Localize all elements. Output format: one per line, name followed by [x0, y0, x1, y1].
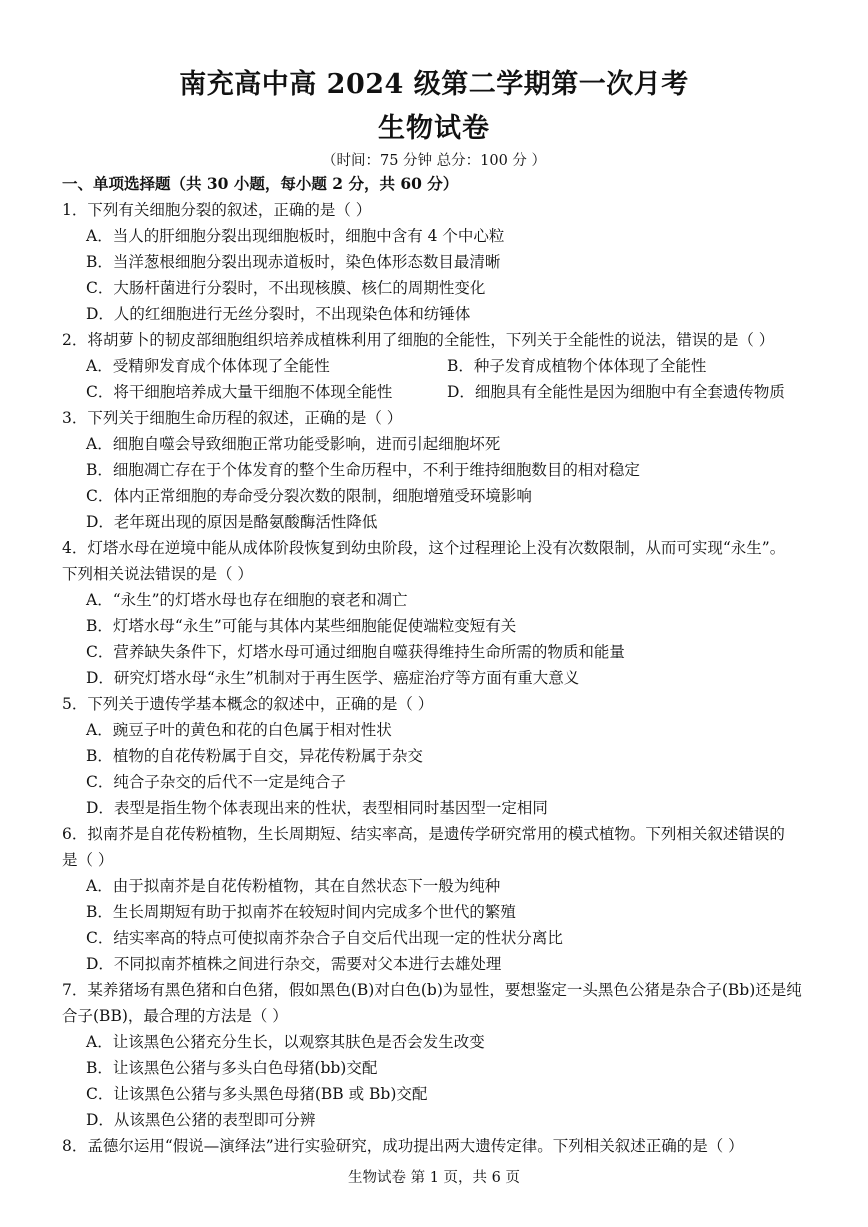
option: A．“永生”的灯塔水母也存在细胞的衰老和凋亡 [86, 591, 408, 609]
question-1: 1．下列有关细胞分裂的叙述，正确的是（ ） [62, 201, 372, 219]
option: B．灯塔水母“永生”可能与其体内某些细胞能促使端粒变短有关 [86, 617, 517, 635]
question-6: 6．拟南芥是自花传粉植物，生长周期短、结实率高，是遗传学研究常用的模式植物。下列相关叙述错误的 [62, 825, 785, 843]
exam-title: 南充高中高 2024 级第二学期第一次月考 [179, 69, 689, 100]
question-5: 5．下列关于遗传学基本概念的叙述中，正确的是（ ） [62, 695, 434, 713]
option: A．细胞自噬会导致细胞正常功能受影响，进而引起细胞坏死 [86, 435, 501, 453]
option: B．细胞凋亡存在于个体发育的整个生命历程中，不利于维持细胞数目的相对稳定 [86, 461, 640, 479]
question-4-cont: 下列相关说法错误的是（ ） [62, 565, 253, 583]
option: C．将干细胞培养成大量干细胞不体现全能性 [86, 383, 393, 401]
option: C．结实率高的特点可使拟南芥杂合子自交后代出现一定的性状分离比 [86, 929, 563, 947]
exam-time-score: （时间：75 分钟 总分：100 分 ） [321, 153, 547, 169]
option: D．细胞具有全能性是因为细胞中有全套遗传物质 [447, 383, 785, 401]
page-footer: 生物试卷 第 1 页，共 6 页 [348, 1170, 520, 1186]
option: B．植物的自花传粉属于自交，异花传粉属于杂交 [86, 747, 423, 765]
option: A．由于拟南芥是自花传粉植物，其在自然状态下一般为纯种 [86, 877, 501, 895]
option: A．豌豆子叶的黄色和花的白色属于相对性状 [86, 721, 392, 739]
option: D．研究灯塔水母“永生”机制对于再生医学、癌症治疗等方面有重大意义 [86, 669, 580, 687]
option: D．从该黑色公猪的表型即可分辨 [86, 1111, 316, 1129]
question-8: 8．孟德尔运用“假说—演绎法”进行实验研究，成功提出两大遗传定律。下列相关叙述正确的是（ ） [62, 1137, 744, 1155]
option: C．纯合子杂交的后代不一定是纯合子 [86, 773, 346, 791]
question-3: 3．下列关于细胞生命历程的叙述，正确的是（ ） [62, 409, 403, 427]
option: C．让该黑色公猪与多头黑色母猪(BB 或 Bb)交配 [86, 1085, 428, 1103]
option: B．当洋葱根细胞分裂出现赤道板时，染色体形态数目最清晰 [86, 253, 501, 271]
option: C．体内正常细胞的寿命受分裂次数的限制，细胞增殖受环境影响 [86, 487, 532, 505]
option: D．老年斑出现的原因是酪氨酸酶活性降低 [86, 513, 378, 531]
question-6-cont: 是（ ） [62, 851, 114, 869]
option: D．不同拟南芥植株之间进行杂交，需要对父本进行去雄处理 [86, 955, 502, 973]
section-heading: 一、单项选择题（共 30 小题，每小题 2 分，共 60 分） [62, 174, 459, 193]
question-4: 4．灯塔水母在逆境中能从成体阶段恢复到幼虫阶段，这个过程理论上没有次数限制，从而可实现“永生”。 [62, 539, 786, 557]
option: A．受精卵发育成个体体现了全能性 [86, 357, 330, 375]
option: A．当人的肝细胞分裂出现细胞板时，细胞中含有 4 个中心粒 [86, 227, 505, 245]
option: A．让该黑色公猪充分生长，以观察其肤色是否会发生改变 [86, 1033, 485, 1051]
option: C．营养缺失条件下，灯塔水母可通过细胞自噬获得维持生命所需的物质和能量 [86, 643, 625, 661]
question-2: 2．将胡萝卜的韧皮部细胞组织培养成植株利用了细胞的全能性，下列关于全能性的说法，错误的是（ ） [62, 331, 775, 349]
exam-subtitle: 生物试卷 [378, 113, 490, 144]
option: D．人的红细胞进行无丝分裂时，不出现染色体和纺锤体 [86, 305, 471, 323]
question-7-cont: 合子(BB)，最合理的方法是（ ） [62, 1007, 288, 1025]
option: C．大肠杆菌进行分裂时，不出现核膜、核仁的周期性变化 [86, 279, 486, 297]
option: B．生长周期短有助于拟南芥在较短时间内完成多个世代的繁殖 [86, 903, 516, 921]
option: B．种子发育成植物个体体现了全能性 [447, 357, 707, 375]
option: D．表型是指生物个体表现出来的性状，表型相同时基因型一定相同 [86, 799, 548, 817]
option: B．让该黑色公猪与多头白色母猪(bb)交配 [86, 1059, 378, 1077]
question-7: 7．某养猪场有黑色猪和白色猪，假如黑色(B)对白色(b)为显性，要想鉴定一头黑色公猪是杂合子(Bb)还是纯 [62, 981, 802, 999]
